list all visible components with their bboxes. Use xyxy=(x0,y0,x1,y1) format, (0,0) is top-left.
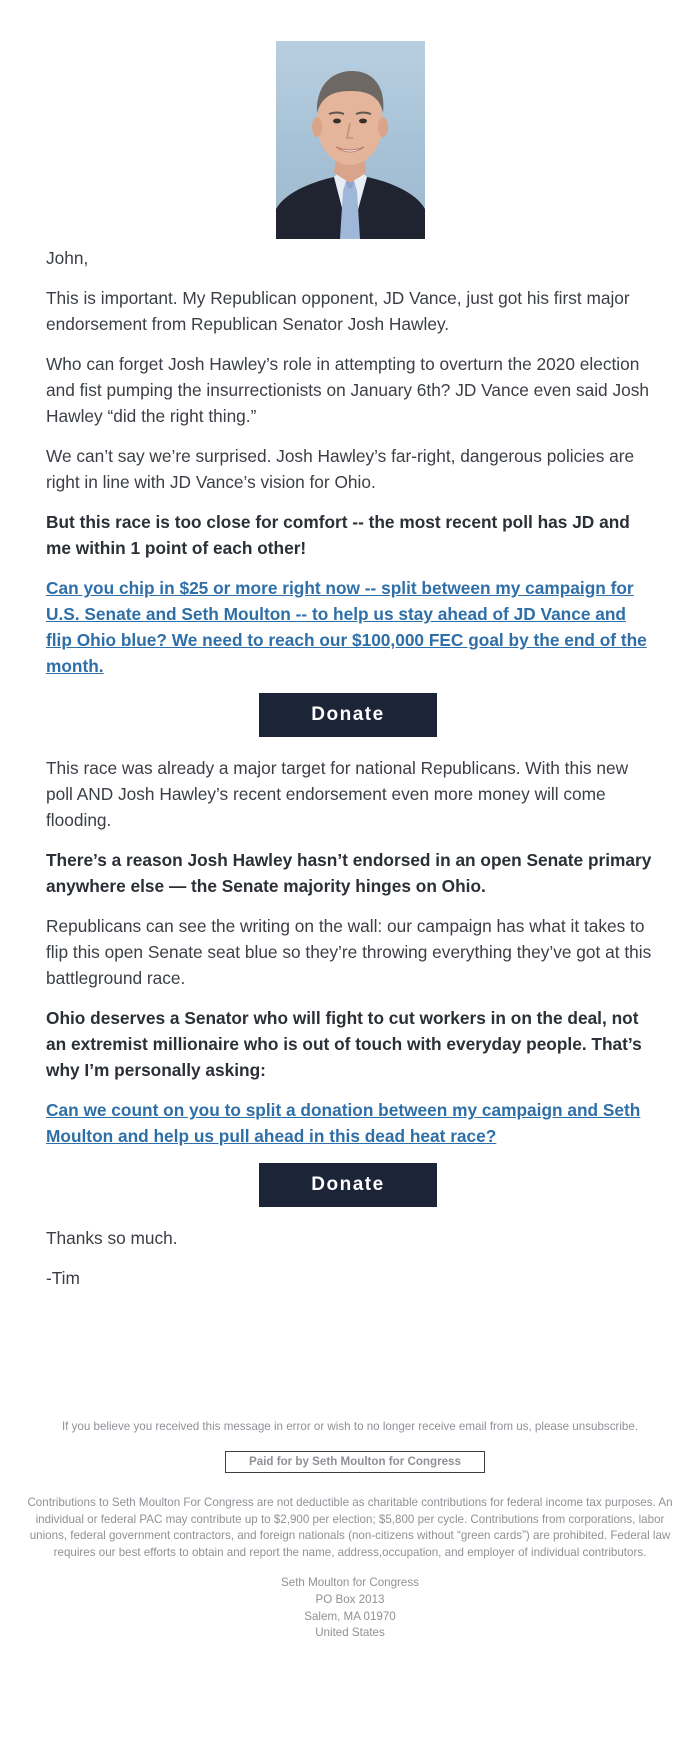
email-content xyxy=(46,245,656,1305)
donate-button-2[interactable]: Donate xyxy=(259,1163,437,1207)
paragraph-6: There’s a reason Josh Hawley hasn’t endorsed in an open Senate primary anywhere else — the Senate majority hinges on Ohio. xyxy=(46,850,652,896)
greeting: John, xyxy=(46,248,89,268)
address-line-2: PO Box 2013 xyxy=(315,1592,385,1606)
address-line-4: United States xyxy=(315,1626,385,1640)
donation-link-2[interactable]: Can we count on you to split a donation between my campaign and Seth Moulton and help us pull ahead in this dead heat race? xyxy=(46,1100,641,1146)
mailing-address xyxy=(0,1575,700,1641)
donate-button-wrap-1 xyxy=(46,693,656,737)
email-footer xyxy=(0,1419,700,1642)
donate-button-1[interactable]: Donate xyxy=(259,693,437,737)
signoff: -Tim xyxy=(46,1268,80,1288)
paragraph-3: We can’t say we’re surprised. Josh Hawley’s far-right, dangerous policies are right in line with JD Vance’s vision for Ohio. xyxy=(46,446,635,492)
donate-button-wrap-2 xyxy=(46,1163,656,1207)
paragraph-4: But this race is too close for comfort -- the most recent poll has JD and me within 1 point of each other! xyxy=(46,512,630,558)
address-line-3: Salem, MA 01970 xyxy=(304,1609,396,1623)
paragraph-8: Ohio deserves a Senator who will fight to cut workers in on the deal, not an extremist millionaire who is out of touch with everyday people. That’s why I’m personally asking: xyxy=(46,1008,642,1080)
thanks-line: Thanks so much. xyxy=(46,1228,178,1248)
paragraph-7: Republicans can see the writing on the wall: our campaign has what it takes to flip this open Senate seat blue so they’re throwing everything they’ve got at this battleground race. xyxy=(46,916,652,988)
candidate-portrait xyxy=(276,41,425,239)
paid-for-box: Paid for by Seth Moulton for Congress xyxy=(225,1451,485,1473)
paragraph-2: Who can forget Josh Hawley’s role in attempting to overturn the 2020 election and fist pumping the insurrectionists on January 6th? JD Vance even said Josh Hawley “did the right thing.” xyxy=(46,354,649,426)
legal-disclaimer: Contributions to Seth Moulton For Congress are not deductible as charitable contributions for federal income tax purposes. An individual or federal PAC may contribute up to $2,900 per election; $5,800 per cycle. Contributions from corporations, labor unions, federal government contractors, and foreign nationals (non-citizens without “green cards”) are prohibited. Federal law requires our best efforts to obtain and report the name, address,occupation, and employer of individual contributors. xyxy=(27,1496,673,1559)
donation-link-1[interactable]: Can you chip in $25 or more right now -- split between my campaign for U.S. Senate and Seth Moulton -- to help us stay ahead of JD Vance and flip Ohio blue? We need to reach our $100,000 FEC goal by the end of the month. xyxy=(46,578,647,676)
address-line-1: Seth Moulton for Congress xyxy=(281,1576,419,1590)
unsubscribe-text[interactable]: If you believe you received this message in error or wish to no longer receive email from us, please unsubscribe. xyxy=(61,1420,639,1433)
paragraph-1: This is important. My Republican opponent, JD Vance, just got his first major endorsement from Republican Senator Josh Hawley. xyxy=(46,288,630,334)
paragraph-5: This race was already a major target for national Republicans. With this new poll AND Josh Hawley’s recent endorsement even more money will come flooding. xyxy=(46,758,629,830)
